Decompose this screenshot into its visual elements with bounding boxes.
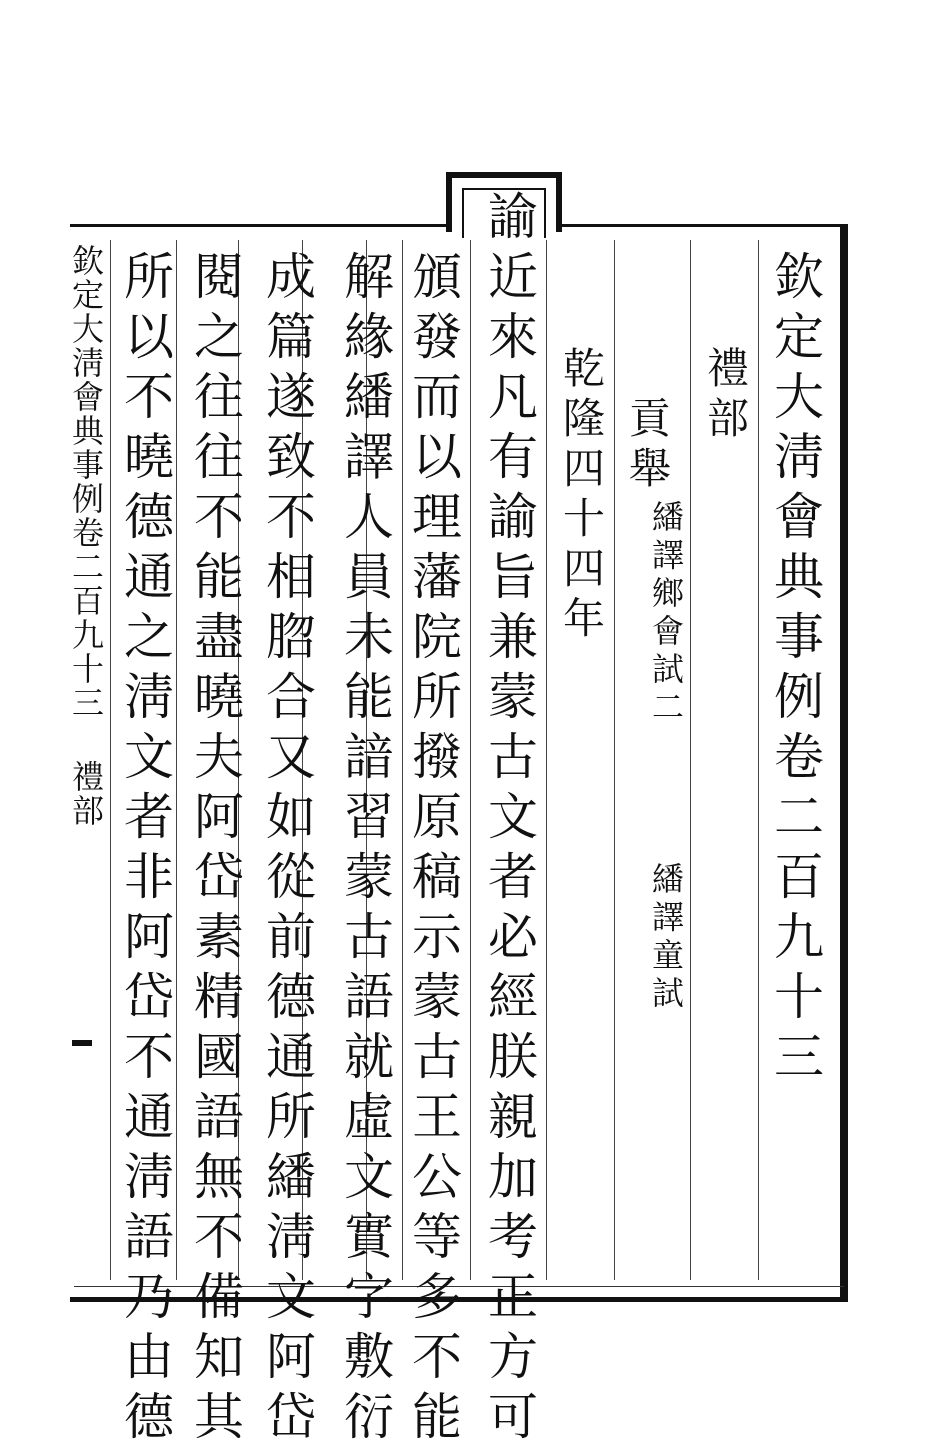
year-heading: 乾隆四十四年 (557, 346, 606, 646)
body-column-5: 閱之往往不能盡曉夫阿岱素精國語無不備知其 (186, 250, 244, 1450)
subheading-2: 繙譯童試 (647, 862, 685, 1014)
column-rule (758, 240, 759, 1280)
column-rule (110, 240, 111, 1280)
subject-heading: 貢舉 (623, 396, 672, 496)
body-column-1: 諭近來凡有諭旨兼蒙古文者必經朕親加考正方可 (480, 190, 538, 1450)
book-title: 欽定大淸會典事例卷二百九十三 (766, 250, 824, 1090)
column-rule (614, 240, 615, 1280)
page-marker (72, 1040, 92, 1046)
body-column-4: 成篇遂致不相脗合又如從前德通所繙淸文阿岱 (258, 250, 316, 1450)
subheading-1: 繙譯鄉會試二 (647, 500, 685, 728)
column-rule (690, 240, 691, 1280)
margin-title: 欽定大淸會典事例卷二百九十三 禮部 (67, 244, 105, 828)
section-heading: 禮部 (701, 346, 750, 446)
column-rule (176, 240, 177, 1280)
body-column-2: 頒發而以理藩院所撥原稿示蒙古王公等多不能 (404, 250, 462, 1450)
column-rule (402, 240, 403, 1280)
body-column-6: 所以不曉德通之淸文者非阿岱不通淸語乃由德 (116, 250, 174, 1450)
body-column-3: 解緣繙譯人員未能諳習蒙古語就虛文實字敷衍 (336, 250, 394, 1450)
column-rule (470, 240, 471, 1280)
column-rule (546, 240, 547, 1280)
